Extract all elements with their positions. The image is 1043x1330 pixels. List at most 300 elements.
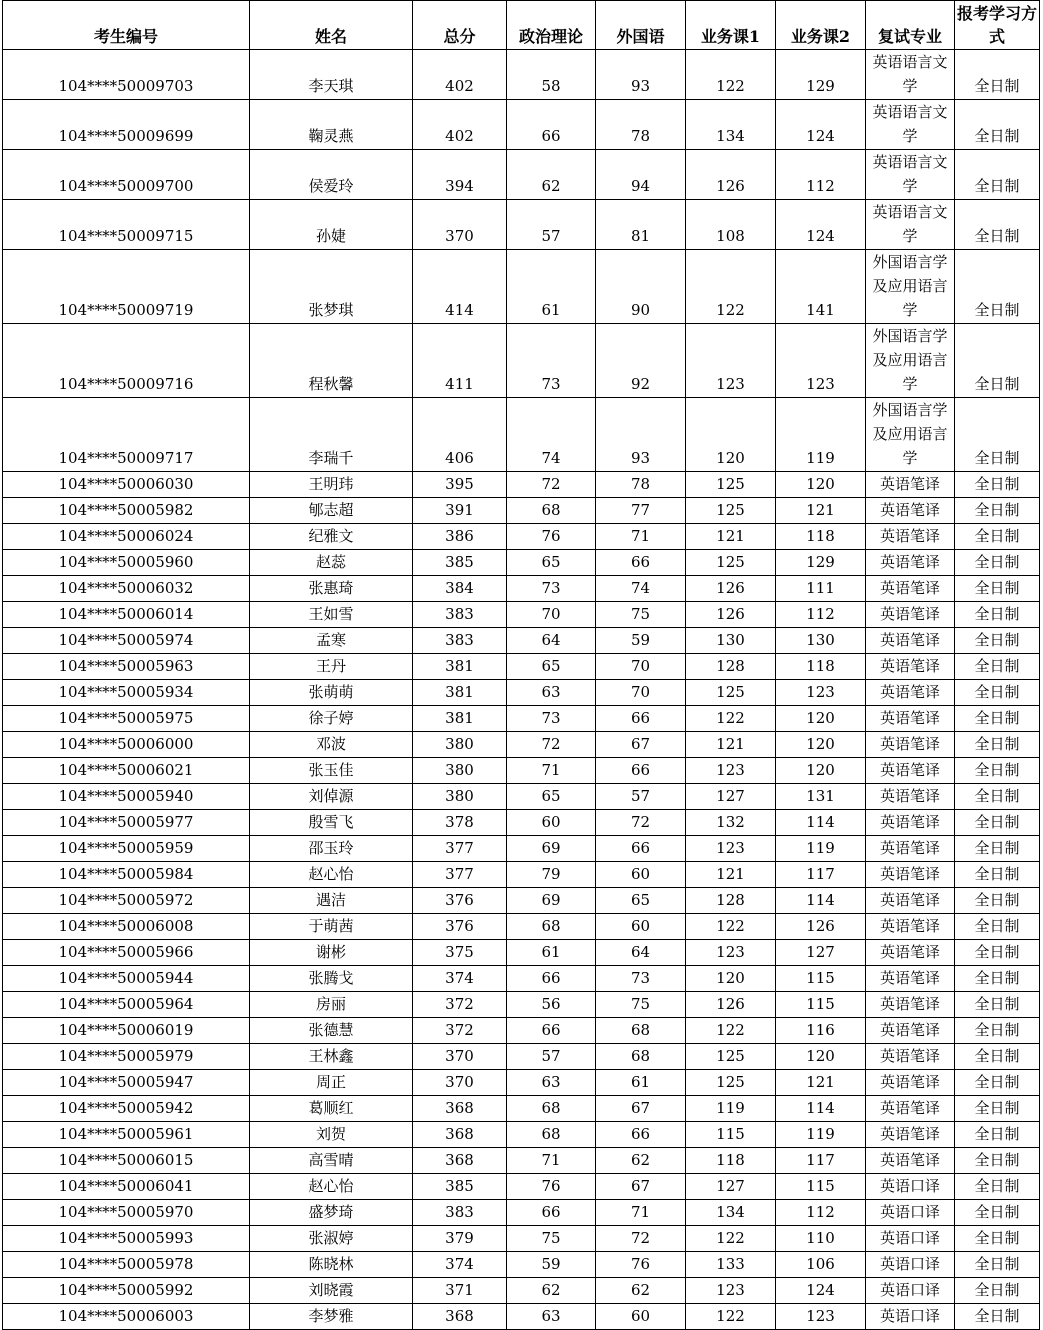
retest-major-cell: 英语笔译 bbox=[866, 576, 955, 602]
foreign-language-cell: 64 bbox=[596, 940, 686, 966]
candidate-id-cell: 104****50009716 bbox=[3, 324, 250, 398]
subject-2-cell: 130 bbox=[776, 628, 866, 654]
subject-1-cell: 125 bbox=[686, 680, 776, 706]
total-score-cell: 385 bbox=[413, 1174, 507, 1200]
subject-1-cell: 122 bbox=[686, 1018, 776, 1044]
retest-major-cell: 英语笔译 bbox=[866, 992, 955, 1018]
candidate-id-cell: 104****50006019 bbox=[3, 1018, 250, 1044]
name-cell: 张腾戈 bbox=[250, 966, 413, 992]
table-row bbox=[3, 810, 1040, 836]
retest-major-cell: 英语口译 bbox=[866, 1200, 955, 1226]
subject-1-cell: 125 bbox=[686, 550, 776, 576]
subject-2-cell: 141 bbox=[776, 250, 866, 324]
foreign-language-cell: 67 bbox=[596, 1174, 686, 1200]
retest-major-cell: 英语笔译 bbox=[866, 914, 955, 940]
candidate-id-cell: 104****50005960 bbox=[3, 550, 250, 576]
study-mode-cell: 全日制 bbox=[955, 150, 1040, 200]
table-row bbox=[3, 1096, 1040, 1122]
name-cell: 房丽 bbox=[250, 992, 413, 1018]
subject-2-cell: 115 bbox=[776, 966, 866, 992]
foreign-language-cell: 75 bbox=[596, 992, 686, 1018]
politics-cell: 61 bbox=[507, 940, 596, 966]
name-cell: 程秋馨 bbox=[250, 324, 413, 398]
retest-major-cell: 英语笔译 bbox=[866, 836, 955, 862]
politics-cell: 66 bbox=[507, 1018, 596, 1044]
politics-cell: 75 bbox=[507, 1226, 596, 1252]
header-total-score: 总分 bbox=[413, 1, 507, 50]
subject-1-cell: 122 bbox=[686, 1226, 776, 1252]
table-row bbox=[3, 914, 1040, 940]
table-row bbox=[3, 324, 1040, 398]
table-row bbox=[3, 1226, 1040, 1252]
politics-cell: 63 bbox=[507, 1304, 596, 1330]
candidate-id-cell: 104****50005959 bbox=[3, 836, 250, 862]
study-mode-cell: 全日制 bbox=[955, 1018, 1040, 1044]
foreign-language-cell: 76 bbox=[596, 1252, 686, 1278]
table-body bbox=[3, 50, 1040, 1330]
foreign-language-cell: 67 bbox=[596, 732, 686, 758]
study-mode-cell: 全日制 bbox=[955, 732, 1040, 758]
total-score-cell: 380 bbox=[413, 758, 507, 784]
subject-2-cell: 118 bbox=[776, 654, 866, 680]
study-mode-cell: 全日制 bbox=[955, 472, 1040, 498]
foreign-language-cell: 77 bbox=[596, 498, 686, 524]
study-mode-cell: 全日制 bbox=[955, 50, 1040, 100]
subject-2-cell: 121 bbox=[776, 1070, 866, 1096]
table-row bbox=[3, 250, 1040, 324]
total-score-cell: 411 bbox=[413, 324, 507, 398]
total-score-cell: 383 bbox=[413, 1200, 507, 1226]
study-mode-cell: 全日制 bbox=[955, 784, 1040, 810]
foreign-language-cell: 93 bbox=[596, 398, 686, 472]
candidate-id-cell: 104****50005993 bbox=[3, 1226, 250, 1252]
subject-1-cell: 123 bbox=[686, 836, 776, 862]
study-mode-cell: 全日制 bbox=[955, 250, 1040, 324]
retest-major-cell: 英语笔译 bbox=[866, 680, 955, 706]
retest-major-cell: 外国语言学及应用语言学 bbox=[866, 250, 955, 324]
table-row bbox=[3, 100, 1040, 150]
name-cell: 郇志超 bbox=[250, 498, 413, 524]
retest-major-cell: 英语笔译 bbox=[866, 1148, 955, 1174]
total-score-cell: 380 bbox=[413, 784, 507, 810]
subject-1-cell: 125 bbox=[686, 472, 776, 498]
study-mode-cell: 全日制 bbox=[955, 836, 1040, 862]
foreign-language-cell: 70 bbox=[596, 654, 686, 680]
study-mode-cell: 全日制 bbox=[955, 992, 1040, 1018]
subject-1-cell: 126 bbox=[686, 576, 776, 602]
name-cell: 张玉佳 bbox=[250, 758, 413, 784]
subject-2-cell: 131 bbox=[776, 784, 866, 810]
retest-major-cell: 外国语言学及应用语言学 bbox=[866, 324, 955, 398]
study-mode-cell: 全日制 bbox=[955, 888, 1040, 914]
politics-cell: 65 bbox=[507, 654, 596, 680]
subject-2-cell: 111 bbox=[776, 576, 866, 602]
name-cell: 王明玮 bbox=[250, 472, 413, 498]
foreign-language-cell: 65 bbox=[596, 888, 686, 914]
study-mode-cell: 全日制 bbox=[955, 1070, 1040, 1096]
name-cell: 邓波 bbox=[250, 732, 413, 758]
foreign-language-cell: 66 bbox=[596, 836, 686, 862]
candidate-id-cell: 104****50005975 bbox=[3, 706, 250, 732]
table-row bbox=[3, 1148, 1040, 1174]
header-retest-major: 复试专业 bbox=[866, 1, 955, 50]
subject-2-cell: 106 bbox=[776, 1252, 866, 1278]
subject-2-cell: 110 bbox=[776, 1226, 866, 1252]
candidate-id-cell: 104****50005992 bbox=[3, 1278, 250, 1304]
total-score-cell: 381 bbox=[413, 680, 507, 706]
politics-cell: 56 bbox=[507, 992, 596, 1018]
table-row bbox=[3, 550, 1040, 576]
subject-1-cell: 123 bbox=[686, 758, 776, 784]
header-study-mode: 报考学习方式 bbox=[955, 1, 1040, 50]
candidate-id-cell: 104****50005964 bbox=[3, 992, 250, 1018]
foreign-language-cell: 66 bbox=[596, 1122, 686, 1148]
politics-cell: 63 bbox=[507, 1070, 596, 1096]
table-row bbox=[3, 576, 1040, 602]
subject-1-cell: 122 bbox=[686, 1304, 776, 1330]
retest-major-cell: 英语笔译 bbox=[866, 498, 955, 524]
study-mode-cell: 全日制 bbox=[955, 1278, 1040, 1304]
retest-major-cell: 英语笔译 bbox=[866, 784, 955, 810]
candidate-id-cell: 104****50005978 bbox=[3, 1252, 250, 1278]
foreign-language-cell: 81 bbox=[596, 200, 686, 250]
politics-cell: 73 bbox=[507, 706, 596, 732]
name-cell: 张淑婷 bbox=[250, 1226, 413, 1252]
foreign-language-cell: 60 bbox=[596, 1304, 686, 1330]
retest-major-cell: 英语笔译 bbox=[866, 1096, 955, 1122]
subject-1-cell: 122 bbox=[686, 914, 776, 940]
politics-cell: 64 bbox=[507, 628, 596, 654]
politics-cell: 69 bbox=[507, 836, 596, 862]
foreign-language-cell: 72 bbox=[596, 810, 686, 836]
candidate-id-cell: 104****50009717 bbox=[3, 398, 250, 472]
foreign-language-cell: 67 bbox=[596, 1096, 686, 1122]
foreign-language-cell: 71 bbox=[596, 524, 686, 550]
politics-cell: 72 bbox=[507, 732, 596, 758]
table-row bbox=[3, 758, 1040, 784]
table-row bbox=[3, 150, 1040, 200]
subject-1-cell: 127 bbox=[686, 1174, 776, 1200]
table-row bbox=[3, 498, 1040, 524]
name-cell: 李梦雅 bbox=[250, 1304, 413, 1330]
study-mode-cell: 全日制 bbox=[955, 1148, 1040, 1174]
table-row bbox=[3, 1200, 1040, 1226]
foreign-language-cell: 60 bbox=[596, 862, 686, 888]
candidate-id-cell: 104****50005970 bbox=[3, 1200, 250, 1226]
study-mode-cell: 全日制 bbox=[955, 1174, 1040, 1200]
total-score-cell: 370 bbox=[413, 1070, 507, 1096]
study-mode-cell: 全日制 bbox=[955, 1096, 1040, 1122]
politics-cell: 57 bbox=[507, 1044, 596, 1070]
subject-2-cell: 114 bbox=[776, 888, 866, 914]
candidate-id-cell: 104****50005963 bbox=[3, 654, 250, 680]
subject-2-cell: 119 bbox=[776, 1122, 866, 1148]
subject-2-cell: 112 bbox=[776, 1200, 866, 1226]
total-score-cell: 368 bbox=[413, 1122, 507, 1148]
total-score-cell: 394 bbox=[413, 150, 507, 200]
total-score-cell: 414 bbox=[413, 250, 507, 324]
subject-1-cell: 126 bbox=[686, 150, 776, 200]
total-score-cell: 383 bbox=[413, 602, 507, 628]
subject-2-cell: 129 bbox=[776, 550, 866, 576]
candidate-id-cell: 104****50005934 bbox=[3, 680, 250, 706]
candidate-id-cell: 104****50005947 bbox=[3, 1070, 250, 1096]
subject-2-cell: 112 bbox=[776, 150, 866, 200]
study-mode-cell: 全日制 bbox=[955, 1122, 1040, 1148]
foreign-language-cell: 61 bbox=[596, 1070, 686, 1096]
politics-cell: 63 bbox=[507, 680, 596, 706]
table-row bbox=[3, 836, 1040, 862]
total-score-cell: 368 bbox=[413, 1148, 507, 1174]
table-row bbox=[3, 966, 1040, 992]
name-cell: 孟寒 bbox=[250, 628, 413, 654]
foreign-language-cell: 66 bbox=[596, 706, 686, 732]
retest-major-cell: 英语笔译 bbox=[866, 940, 955, 966]
politics-cell: 57 bbox=[507, 200, 596, 250]
subject-1-cell: 128 bbox=[686, 654, 776, 680]
retest-major-cell: 英语笔译 bbox=[866, 1044, 955, 1070]
total-score-cell: 380 bbox=[413, 732, 507, 758]
study-mode-cell: 全日制 bbox=[955, 862, 1040, 888]
subject-2-cell: 123 bbox=[776, 680, 866, 706]
subject-1-cell: 125 bbox=[686, 1044, 776, 1070]
study-mode-cell: 全日制 bbox=[955, 706, 1040, 732]
study-mode-cell: 全日制 bbox=[955, 498, 1040, 524]
politics-cell: 66 bbox=[507, 100, 596, 150]
candidate-id-cell: 104****50009699 bbox=[3, 100, 250, 150]
study-mode-cell: 全日制 bbox=[955, 1304, 1040, 1330]
total-score-cell: 368 bbox=[413, 1096, 507, 1122]
subject-1-cell: 125 bbox=[686, 1070, 776, 1096]
retest-major-cell: 英语笔译 bbox=[866, 1070, 955, 1096]
retest-major-cell: 英语口译 bbox=[866, 1226, 955, 1252]
retest-major-cell: 英语笔译 bbox=[866, 472, 955, 498]
subject-2-cell: 124 bbox=[776, 1278, 866, 1304]
name-cell: 陈晓林 bbox=[250, 1252, 413, 1278]
total-score-cell: 381 bbox=[413, 654, 507, 680]
subject-2-cell: 115 bbox=[776, 992, 866, 1018]
subject-2-cell: 120 bbox=[776, 472, 866, 498]
foreign-language-cell: 73 bbox=[596, 966, 686, 992]
retest-major-cell: 英语笔译 bbox=[866, 628, 955, 654]
subject-1-cell: 132 bbox=[686, 810, 776, 836]
subject-1-cell: 126 bbox=[686, 602, 776, 628]
subject-1-cell: 133 bbox=[686, 1252, 776, 1278]
foreign-language-cell: 57 bbox=[596, 784, 686, 810]
study-mode-cell: 全日制 bbox=[955, 398, 1040, 472]
subject-1-cell: 130 bbox=[686, 628, 776, 654]
subject-2-cell: 114 bbox=[776, 810, 866, 836]
retest-major-cell: 英语笔译 bbox=[866, 654, 955, 680]
table-row bbox=[3, 1070, 1040, 1096]
subject-1-cell: 122 bbox=[686, 706, 776, 732]
politics-cell: 66 bbox=[507, 966, 596, 992]
total-score-cell: 370 bbox=[413, 200, 507, 250]
subject-1-cell: 115 bbox=[686, 1122, 776, 1148]
study-mode-cell: 全日制 bbox=[955, 1226, 1040, 1252]
table-row bbox=[3, 524, 1040, 550]
study-mode-cell: 全日制 bbox=[955, 324, 1040, 398]
candidate-id-cell: 104****50005984 bbox=[3, 862, 250, 888]
foreign-language-cell: 72 bbox=[596, 1226, 686, 1252]
politics-cell: 60 bbox=[507, 810, 596, 836]
table-row bbox=[3, 200, 1040, 250]
politics-cell: 58 bbox=[507, 50, 596, 100]
politics-cell: 70 bbox=[507, 602, 596, 628]
politics-cell: 71 bbox=[507, 758, 596, 784]
foreign-language-cell: 59 bbox=[596, 628, 686, 654]
subject-2-cell: 124 bbox=[776, 100, 866, 150]
name-cell: 周正 bbox=[250, 1070, 413, 1096]
table-row bbox=[3, 602, 1040, 628]
politics-cell: 73 bbox=[507, 576, 596, 602]
retest-major-cell: 英语语言文学 bbox=[866, 100, 955, 150]
foreign-language-cell: 60 bbox=[596, 914, 686, 940]
subject-1-cell: 127 bbox=[686, 784, 776, 810]
subject-1-cell: 122 bbox=[686, 50, 776, 100]
name-cell: 葛顺红 bbox=[250, 1096, 413, 1122]
table-row bbox=[3, 1018, 1040, 1044]
total-score-cell: 374 bbox=[413, 1252, 507, 1278]
politics-cell: 73 bbox=[507, 324, 596, 398]
retest-major-cell: 英语口译 bbox=[866, 1174, 955, 1200]
retest-major-cell: 英语笔译 bbox=[866, 888, 955, 914]
total-score-cell: 385 bbox=[413, 550, 507, 576]
politics-cell: 68 bbox=[507, 1096, 596, 1122]
subject-1-cell: 122 bbox=[686, 250, 776, 324]
table-row bbox=[3, 1174, 1040, 1200]
candidate-id-cell: 104****50005972 bbox=[3, 888, 250, 914]
study-mode-cell: 全日制 bbox=[955, 940, 1040, 966]
header-name: 姓名 bbox=[250, 1, 413, 50]
politics-cell: 65 bbox=[507, 784, 596, 810]
study-mode-cell: 全日制 bbox=[955, 810, 1040, 836]
study-mode-cell: 全日制 bbox=[955, 550, 1040, 576]
politics-cell: 69 bbox=[507, 888, 596, 914]
candidate-id-cell: 104****50006000 bbox=[3, 732, 250, 758]
subject-2-cell: 127 bbox=[776, 940, 866, 966]
subject-2-cell: 123 bbox=[776, 324, 866, 398]
subject-1-cell: 121 bbox=[686, 862, 776, 888]
retest-major-cell: 英语笔译 bbox=[866, 966, 955, 992]
retest-major-cell: 英语笔译 bbox=[866, 524, 955, 550]
name-cell: 张德慧 bbox=[250, 1018, 413, 1044]
name-cell: 王丹 bbox=[250, 654, 413, 680]
name-cell: 赵心怡 bbox=[250, 862, 413, 888]
score-table bbox=[2, 0, 1040, 1330]
table-row bbox=[3, 398, 1040, 472]
name-cell: 于萌茜 bbox=[250, 914, 413, 940]
candidate-id-cell: 104****50009719 bbox=[3, 250, 250, 324]
candidate-id-cell: 104****50009700 bbox=[3, 150, 250, 200]
politics-cell: 72 bbox=[507, 472, 596, 498]
foreign-language-cell: 93 bbox=[596, 50, 686, 100]
study-mode-cell: 全日制 bbox=[955, 680, 1040, 706]
table-row bbox=[3, 1304, 1040, 1330]
study-mode-cell: 全日制 bbox=[955, 1252, 1040, 1278]
candidate-id-cell: 104****50006021 bbox=[3, 758, 250, 784]
name-cell: 遇洁 bbox=[250, 888, 413, 914]
candidate-id-cell: 104****50006015 bbox=[3, 1148, 250, 1174]
subject-1-cell: 121 bbox=[686, 524, 776, 550]
name-cell: 谢彬 bbox=[250, 940, 413, 966]
politics-cell: 76 bbox=[507, 1174, 596, 1200]
total-score-cell: 402 bbox=[413, 50, 507, 100]
name-cell: 刘倬源 bbox=[250, 784, 413, 810]
name-cell: 邵玉玲 bbox=[250, 836, 413, 862]
subject-1-cell: 128 bbox=[686, 888, 776, 914]
name-cell: 李天琪 bbox=[250, 50, 413, 100]
politics-cell: 74 bbox=[507, 398, 596, 472]
foreign-language-cell: 71 bbox=[596, 1200, 686, 1226]
table-row bbox=[3, 50, 1040, 100]
total-score-cell: 378 bbox=[413, 810, 507, 836]
study-mode-cell: 全日制 bbox=[955, 914, 1040, 940]
foreign-language-cell: 66 bbox=[596, 550, 686, 576]
politics-cell: 71 bbox=[507, 1148, 596, 1174]
foreign-language-cell: 70 bbox=[596, 680, 686, 706]
study-mode-cell: 全日制 bbox=[955, 758, 1040, 784]
candidate-id-cell: 104****50005961 bbox=[3, 1122, 250, 1148]
name-cell: 徐子婷 bbox=[250, 706, 413, 732]
study-mode-cell: 全日制 bbox=[955, 628, 1040, 654]
subject-1-cell: 123 bbox=[686, 1278, 776, 1304]
foreign-language-cell: 62 bbox=[596, 1148, 686, 1174]
total-score-cell: 372 bbox=[413, 1018, 507, 1044]
subject-2-cell: 119 bbox=[776, 836, 866, 862]
foreign-language-cell: 74 bbox=[596, 576, 686, 602]
retest-major-cell: 英语笔译 bbox=[866, 862, 955, 888]
table-row bbox=[3, 992, 1040, 1018]
candidate-id-cell: 104****50005982 bbox=[3, 498, 250, 524]
subject-2-cell: 121 bbox=[776, 498, 866, 524]
table-row bbox=[3, 680, 1040, 706]
candidate-id-cell: 104****50009715 bbox=[3, 200, 250, 250]
foreign-language-cell: 78 bbox=[596, 472, 686, 498]
total-score-cell: 377 bbox=[413, 862, 507, 888]
total-score-cell: 395 bbox=[413, 472, 507, 498]
retest-major-cell: 英语语言文学 bbox=[866, 150, 955, 200]
politics-cell: 66 bbox=[507, 1200, 596, 1226]
subject-1-cell: 134 bbox=[686, 1200, 776, 1226]
total-score-cell: 374 bbox=[413, 966, 507, 992]
study-mode-cell: 全日制 bbox=[955, 576, 1040, 602]
table-row bbox=[3, 732, 1040, 758]
politics-cell: 68 bbox=[507, 1122, 596, 1148]
total-score-cell: 381 bbox=[413, 706, 507, 732]
retest-major-cell: 英语语言文学 bbox=[866, 200, 955, 250]
subject-2-cell: 120 bbox=[776, 758, 866, 784]
study-mode-cell: 全日制 bbox=[955, 966, 1040, 992]
subject-2-cell: 117 bbox=[776, 862, 866, 888]
foreign-language-cell: 94 bbox=[596, 150, 686, 200]
subject-1-cell: 125 bbox=[686, 498, 776, 524]
table-row bbox=[3, 1252, 1040, 1278]
table-row bbox=[3, 628, 1040, 654]
subject-2-cell: 116 bbox=[776, 1018, 866, 1044]
subject-2-cell: 117 bbox=[776, 1148, 866, 1174]
politics-cell: 61 bbox=[507, 250, 596, 324]
candidate-id-cell: 104****50006032 bbox=[3, 576, 250, 602]
total-score-cell: 375 bbox=[413, 940, 507, 966]
table-row bbox=[3, 706, 1040, 732]
study-mode-cell: 全日制 bbox=[955, 1200, 1040, 1226]
total-score-cell: 376 bbox=[413, 888, 507, 914]
study-mode-cell: 全日制 bbox=[955, 200, 1040, 250]
total-score-cell: 372 bbox=[413, 992, 507, 1018]
foreign-language-cell: 78 bbox=[596, 100, 686, 150]
foreign-language-cell: 68 bbox=[596, 1018, 686, 1044]
